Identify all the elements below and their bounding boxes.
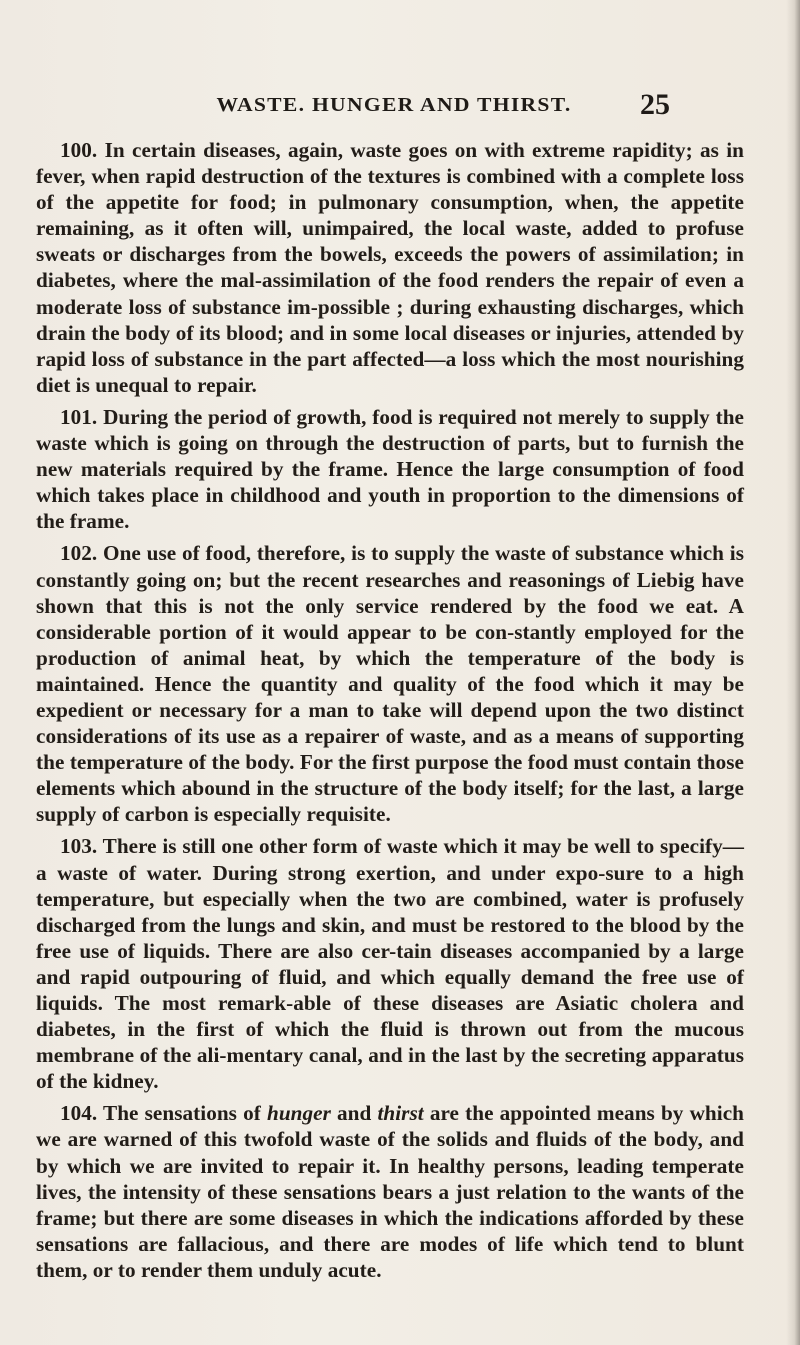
paragraph-102 — [36, 540, 744, 827]
paragraph-101 — [36, 404, 744, 534]
paragraph-text-middle: and — [330, 1101, 378, 1126]
paragraph-number: 100. — [60, 138, 98, 162]
paragraph-text: In certain diseases, again, waste goes on with extreme rapidity; as in fever, when rapid destruction of the textures is combined with a complete loss of the appetite for food; in pulmonary consumption, when, the appetite remaining, as it often will, unimpaired, the local waste, added to profuse sweats or discharges from the bowels, exceeds the powers of assimilation; in diabetes, where the mal-assimilation of the food renders the repair of even a moderate loss of substance im-possible ; during exhausting discharges, which drain the body of its blood; and in some local diseases or injuries, attended by rapid loss of substance in the part affected—a loss which the most nourishing diet is unequal to repair. — [36, 138, 744, 397]
italic-thirst: thirst — [377, 1101, 424, 1126]
paragraph-text: One use of food, therefore, is to supply the waste of substance which is constantly going on; but the recent researches and reasonings of Liebig have shown that this is not the only service rendered by the food we eat. A considerable portion of it would appear to be con-stantly employed for the production of animal heat, by which the temperature of the body is maintained. Hence the quantity and quality of the food which it may be expedient or necessary for a man to take will depend upon the two distinct considerations of its use as a repairer of waste, and as a means of supporting the temperature of the body. For the first purpose the food must contain those elements which abound in the structure of the body itself; for the last, a large supply of carbon is especially requisite. — [36, 541, 744, 827]
page-header — [118, 88, 670, 132]
paragraph-number: 103. — [60, 834, 98, 859]
paragraph-text-after: are the appointed means by which we are warned of this twofold waste of the solids and fluids of the body, and by which we are invited to repair it. In healthy persons, leading temperate lives, the intensity of these sensations bears a just relation to the wants of the frame; but there are some diseases in which the indications afforded by these sensations are fallacious, and there are modes of life which tend to blunt them, or to render them unduly acute. — [36, 1101, 744, 1282]
page-edge-shadow — [786, 0, 800, 1345]
paragraph-text: There is still one other form of waste which it may be well to specify—a waste of water. During strong exertion, and under expo-sure to a high temperature, but especially when the two are combined, water is profusely discharged from the lungs and skin, and must be restored to the blood by the free use of liquids. There are also cer-tain diseases accompanied by a large and rapid outpouring of fluid, and which equally demand the free use of liquids. The most remark-able of these diseases are Asiatic cholera and diabetes, in the first of which the fluid is thrown out from the mucous membrane of the ali-mentary canal, and in the last by the secreting apparatus of the kidney. — [36, 834, 744, 1094]
italic-hunger: hunger — [266, 1101, 331, 1126]
body-text — [36, 137, 744, 1289]
paragraph-100 — [36, 137, 744, 398]
paragraph-number: 101. — [60, 404, 98, 429]
page-number: 25 — [640, 88, 670, 121]
paragraph-text-before: The sensations of — [103, 1101, 267, 1126]
paragraph-103 — [36, 833, 744, 1094]
paragraph-text: During the period of growth, food is required not merely to supply the waste which is going on through the destruction of parts, but to furnish the new materials required by the frame. Hence the large consumption of food which takes place in childhood and youth in proportion to the dimensions of the frame. — [36, 404, 744, 534]
paragraph-number: 102. — [60, 541, 98, 566]
paragraph-number: 104. — [60, 1101, 98, 1126]
running-head: WASTE. HUNGER AND THIRST. — [216, 94, 572, 116]
paragraph-104 — [36, 1100, 744, 1283]
